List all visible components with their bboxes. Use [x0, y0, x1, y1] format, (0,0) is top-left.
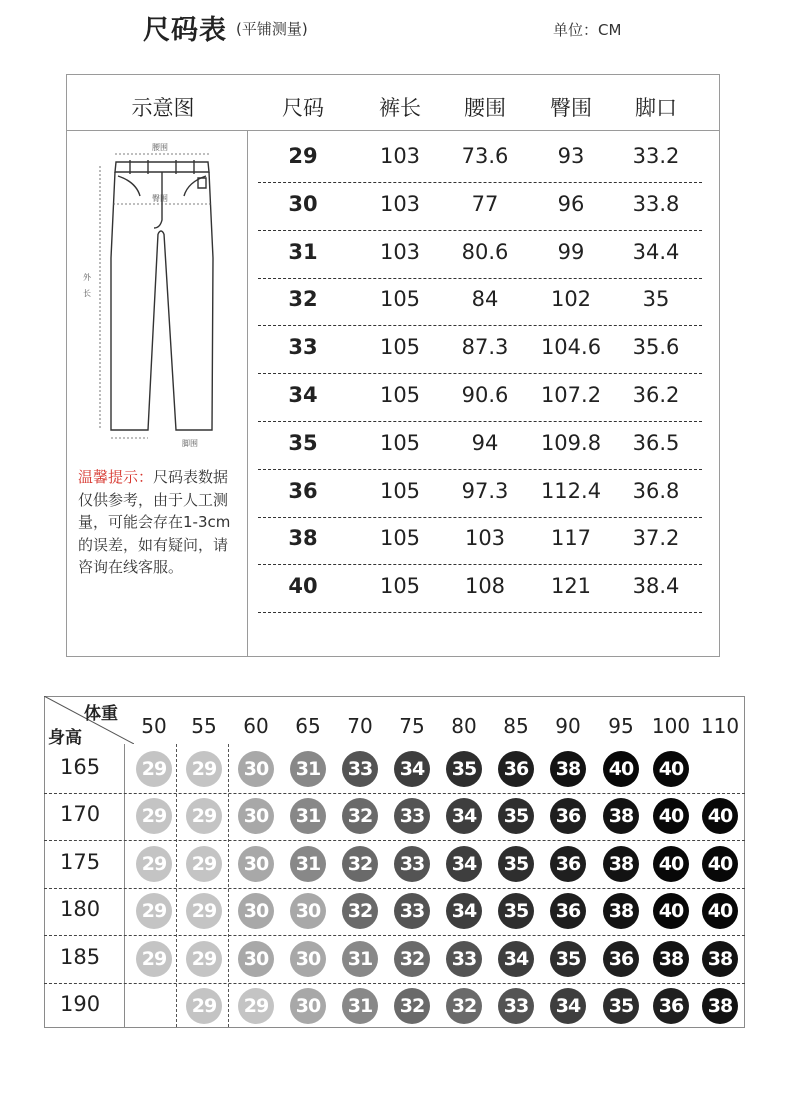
- size-cell-length: 105: [379, 478, 421, 503]
- size-cell-hem: 35: [642, 287, 670, 312]
- size-cell-length: 105: [379, 430, 421, 455]
- size-cell-hip: 102: [550, 287, 592, 312]
- size-row: [258, 469, 702, 518]
- size-badge: 34: [446, 798, 482, 834]
- weight-header: 75: [399, 714, 425, 738]
- size-cell-hem: 34.4: [632, 239, 680, 264]
- size-cell-hem: 36.5: [632, 430, 680, 455]
- size-badge: 31: [290, 798, 326, 834]
- height-label: 170: [60, 802, 101, 827]
- header-hem: 脚口: [635, 96, 677, 120]
- size-badge: 40: [653, 798, 689, 834]
- grid-row: [44, 840, 745, 889]
- size-cell-waist: 94: [471, 430, 499, 455]
- weight-header: 90: [555, 714, 581, 738]
- size-cell-length: 103: [379, 239, 421, 264]
- header-length: 裤长: [379, 96, 421, 120]
- size-cell-length: 105: [379, 574, 421, 599]
- height-label: 190: [60, 992, 101, 1016]
- size-badge: 34: [394, 751, 430, 787]
- size-cell-hip: 121: [550, 574, 592, 599]
- size-badge: 29: [186, 798, 222, 834]
- size-cell-size: 35: [288, 430, 318, 455]
- size-badge: 35: [603, 988, 639, 1024]
- header-waist: 腰围: [464, 96, 506, 120]
- size-badge: 30: [238, 751, 274, 787]
- size-badge: 30: [290, 988, 326, 1024]
- size-cell-hip: 112.4: [540, 478, 602, 503]
- size-badge: 40: [702, 798, 738, 834]
- size-row: [258, 182, 702, 231]
- size-cell-length: 105: [379, 526, 421, 551]
- size-cell-hip: 96: [557, 191, 585, 216]
- size-badge: 35: [550, 941, 586, 977]
- size-cell-size: 29: [288, 144, 318, 168]
- size-badge: 33: [498, 988, 534, 1024]
- size-badge: 32: [446, 988, 482, 1024]
- size-badge: 35: [498, 893, 534, 929]
- size-cell-hem: 36.8: [632, 478, 680, 503]
- size-badge: 29: [186, 751, 222, 787]
- size-badge: 34: [446, 846, 482, 882]
- size-badge: 33: [446, 941, 482, 977]
- size-badge: 38: [550, 751, 586, 787]
- size-badge: 30: [238, 798, 274, 834]
- size-badge: 33: [394, 798, 430, 834]
- size-badge: 29: [186, 846, 222, 882]
- size-badge: 40: [653, 751, 689, 787]
- size-badge: 36: [550, 893, 586, 929]
- size-cell-waist: 97.3: [461, 478, 509, 503]
- size-badge: 29: [186, 893, 222, 929]
- size-badge: 40: [603, 751, 639, 787]
- size-badge: 38: [603, 798, 639, 834]
- size-badge: 36: [550, 798, 586, 834]
- corner-height-label: 身高: [48, 728, 82, 748]
- size-cell-hip: 117: [550, 526, 592, 551]
- size-badge: 31: [342, 941, 378, 977]
- size-cell-size: 30: [288, 191, 318, 216]
- size-badge: 35: [498, 798, 534, 834]
- size-badge: 29: [136, 893, 172, 929]
- size-row: [258, 325, 702, 374]
- weight-header: 55: [191, 714, 217, 738]
- size-cell-size: 31: [288, 239, 318, 264]
- size-cell-size: 34: [288, 383, 318, 407]
- size-cell-size: 32: [288, 287, 318, 312]
- outseam-label-bottom: 长: [83, 289, 91, 298]
- hem-label: 脚围: [182, 439, 198, 448]
- size-badge: 34: [550, 988, 586, 1024]
- height-label: 185: [60, 944, 101, 969]
- size-cell-waist: 103: [464, 526, 506, 551]
- diagram-column-divider: [247, 130, 248, 656]
- size-cell-waist: 90.6: [461, 383, 509, 407]
- size-badge: 31: [342, 988, 378, 1024]
- size-badge: 33: [394, 893, 430, 929]
- size-cell-waist: 73.6: [461, 144, 509, 168]
- header-size: 尺码: [282, 96, 324, 120]
- size-cell-hip: 109.8: [540, 430, 602, 455]
- unit-label: 单位：CM: [553, 21, 622, 39]
- size-cell-length: 105: [379, 335, 421, 360]
- weight-header: 110: [700, 714, 740, 738]
- size-cell-hip: 99: [557, 239, 585, 264]
- size-row: [258, 277, 702, 326]
- hip-label: 臀围: [152, 194, 168, 203]
- outseam-label-top: 外: [83, 273, 91, 282]
- size-cell-hem: 36.2: [632, 383, 680, 407]
- size-badge: 40: [702, 893, 738, 929]
- size-badge: 32: [394, 988, 430, 1024]
- size-table-header-divider: [66, 130, 720, 131]
- size-badge: 31: [290, 846, 326, 882]
- page-subtitle: (平铺测量): [236, 20, 308, 38]
- size-badge: 35: [446, 751, 482, 787]
- size-cell-hem: 35.6: [632, 335, 680, 360]
- size-badge: 38: [702, 988, 738, 1024]
- size-badge: 33: [394, 846, 430, 882]
- weight-header: 65: [295, 714, 321, 738]
- size-cell-hem: 33.8: [632, 191, 680, 216]
- size-cell-waist: 80.6: [461, 239, 509, 264]
- size-row: [258, 516, 702, 565]
- size-row: [258, 421, 702, 470]
- pants-diagram: [78, 138, 243, 450]
- size-badge: 40: [653, 893, 689, 929]
- size-badge: 29: [186, 941, 222, 977]
- size-badge: 29: [186, 988, 222, 1024]
- grid-row: [44, 745, 745, 794]
- size-badge: 29: [136, 798, 172, 834]
- size-badge: 30: [238, 893, 274, 929]
- size-cell-waist: 108: [464, 574, 506, 599]
- size-badge: 38: [603, 893, 639, 929]
- tip-label: 温馨提示：: [78, 468, 154, 486]
- size-badge: 29: [238, 988, 274, 1024]
- size-cell-size: 36: [288, 478, 318, 503]
- size-badge: 29: [136, 941, 172, 977]
- size-cell-hem: 38.4: [632, 574, 680, 599]
- size-cell-length: 103: [379, 144, 421, 168]
- size-row: [258, 230, 702, 279]
- size-cell-waist: 84: [471, 287, 499, 312]
- tip-text: 尺码表数据仅供参考，由于人工测量，可能会存在1-3cm的误差，如有疑问，请咨询在线客服。: [78, 468, 231, 576]
- size-badge: 29: [136, 846, 172, 882]
- size-badge: 30: [238, 941, 274, 977]
- size-cell-size: 33: [288, 335, 318, 360]
- size-badge: 30: [238, 846, 274, 882]
- size-row: [258, 134, 702, 183]
- weight-header: 85: [503, 714, 529, 738]
- grid-row: [44, 982, 745, 1030]
- size-cell-length: 103: [379, 191, 421, 216]
- size-badge: 30: [290, 941, 326, 977]
- size-badge: 36: [550, 846, 586, 882]
- weight-header: 70: [347, 714, 373, 738]
- size-badge: 38: [653, 941, 689, 977]
- size-cell-length: 105: [379, 383, 421, 407]
- size-badge: 38: [603, 846, 639, 882]
- size-cell-waist: 77: [471, 191, 499, 216]
- weight-header: 100: [651, 714, 691, 738]
- size-badge: 40: [653, 846, 689, 882]
- height-label: 175: [60, 849, 101, 874]
- height-label: 180: [60, 897, 101, 922]
- weight-header: 50: [141, 714, 167, 738]
- size-cell-size: 38: [288, 526, 318, 551]
- size-cell-hip: 93: [557, 144, 585, 168]
- weight-header: 95: [608, 714, 634, 738]
- size-cell-hem: 37.2: [632, 526, 680, 551]
- size-cell-length: 105: [379, 287, 421, 312]
- size-badge: 40: [702, 846, 738, 882]
- size-cell-size: 40: [288, 574, 318, 599]
- weight-header: 80: [451, 714, 477, 738]
- grid-row: [44, 887, 745, 936]
- size-badge: 32: [342, 798, 378, 834]
- header-hip: 臀围: [550, 96, 592, 120]
- size-badge: 33: [342, 751, 378, 787]
- size-badge: 34: [498, 941, 534, 977]
- size-cell-hip: 107.2: [540, 383, 602, 407]
- warm-tip: [78, 466, 242, 579]
- height-label: 165: [60, 755, 101, 779]
- size-cell-hem: 33.2: [632, 144, 680, 168]
- size-row: [258, 564, 702, 613]
- size-cell-hip: 104.6: [540, 335, 602, 360]
- size-badge: 36: [653, 988, 689, 1024]
- size-badge: 38: [702, 941, 738, 977]
- size-badge: 32: [394, 941, 430, 977]
- size-badge: 35: [498, 846, 534, 882]
- size-badge: 32: [342, 893, 378, 929]
- grid-row: [44, 935, 745, 984]
- grid-row: [44, 792, 745, 841]
- size-badge: 36: [498, 751, 534, 787]
- size-badge: 34: [446, 893, 482, 929]
- size-row: [258, 373, 702, 422]
- size-badge: 30: [290, 893, 326, 929]
- size-badge: 29: [136, 751, 172, 787]
- size-cell-waist: 87.3: [461, 335, 509, 360]
- size-badge: 32: [342, 846, 378, 882]
- header-diagram: 示意图: [131, 96, 195, 120]
- size-badge: 36: [603, 941, 639, 977]
- page-title: 尺码表: [143, 15, 227, 46]
- waist-label: 腰围: [152, 143, 168, 152]
- weight-header: 60: [243, 714, 269, 738]
- size-badge: 31: [290, 751, 326, 787]
- corner-weight-label: 体重: [84, 704, 118, 724]
